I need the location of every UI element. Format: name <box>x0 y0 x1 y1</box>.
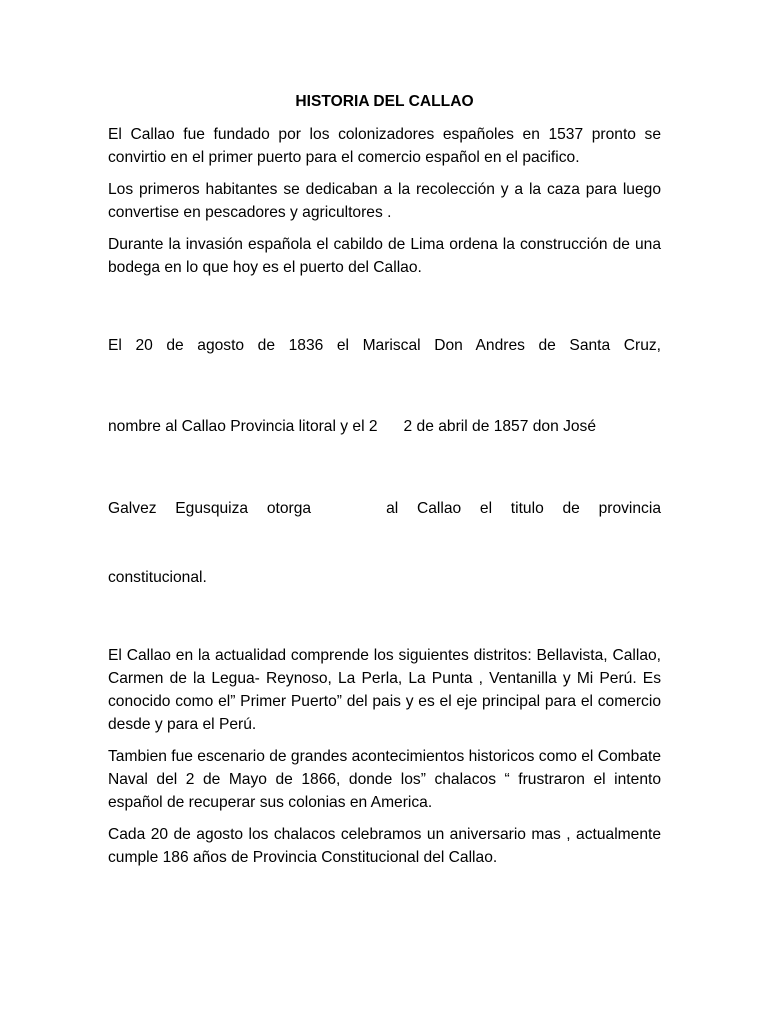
document-body <box>108 92 661 878</box>
paragraph-districts: El Callao en la actualidad comprende los siguientes distritos: Bellavista, Callao, Carmen de la Legua- Reynoso, La Perla, La Punta , Ventanilla y Mi Perú. Es conocido como el” Primer Puerto” del pais y es el eje principal para el comercio desde y para el Perú. <box>108 647 661 733</box>
paragraph-naval-combat: Tambien fue escenario de grandes acontecimientos historicos como el Combate Naval del 2 de Mayo de 1866, donde los” chalacos “ frustraron el intento español de recuperar sus colonias en America. <box>108 748 662 811</box>
document-title: HISTORIA DEL CALLAO <box>295 93 474 110</box>
paragraph-inhabitants: Los primeros habitantes se dedicaban a la recolección y a la caza para luego convertise en pescadores y agricultores . <box>108 181 661 221</box>
paragraph-line: Galvez Egusquiza otorga al Callao el titulo de provincia <box>108 500 661 517</box>
paragraph-line: constitucional. <box>108 569 207 586</box>
paragraph-spanish-invasion: Durante la invasión española el cabildo de Lima ordena la construcción de una bodega en lo que hoy es el puerto del Callao. <box>108 236 661 276</box>
paragraph-anniversary: Cada 20 de agosto los chalacos celebramos un aniversario mas , actualmente cumple 186 años de Provincia Constitucional del Callao. <box>108 826 661 866</box>
paragraph-line: El 20 de agosto de 1836 el Mariscal Don Andres de Santa Cruz, <box>108 337 661 354</box>
paragraph-founding: El Callao fue fundado por los colonizadores españoles en 1537 pronto se convirtio en el primer puerto para el comercio español en el pacifico. <box>108 126 661 166</box>
paragraph-santa-cruz <box>108 288 661 635</box>
paragraph-line: nombre al Callao Provincia litoral y el 2 2 de abril de 1857 don José <box>108 418 597 435</box>
